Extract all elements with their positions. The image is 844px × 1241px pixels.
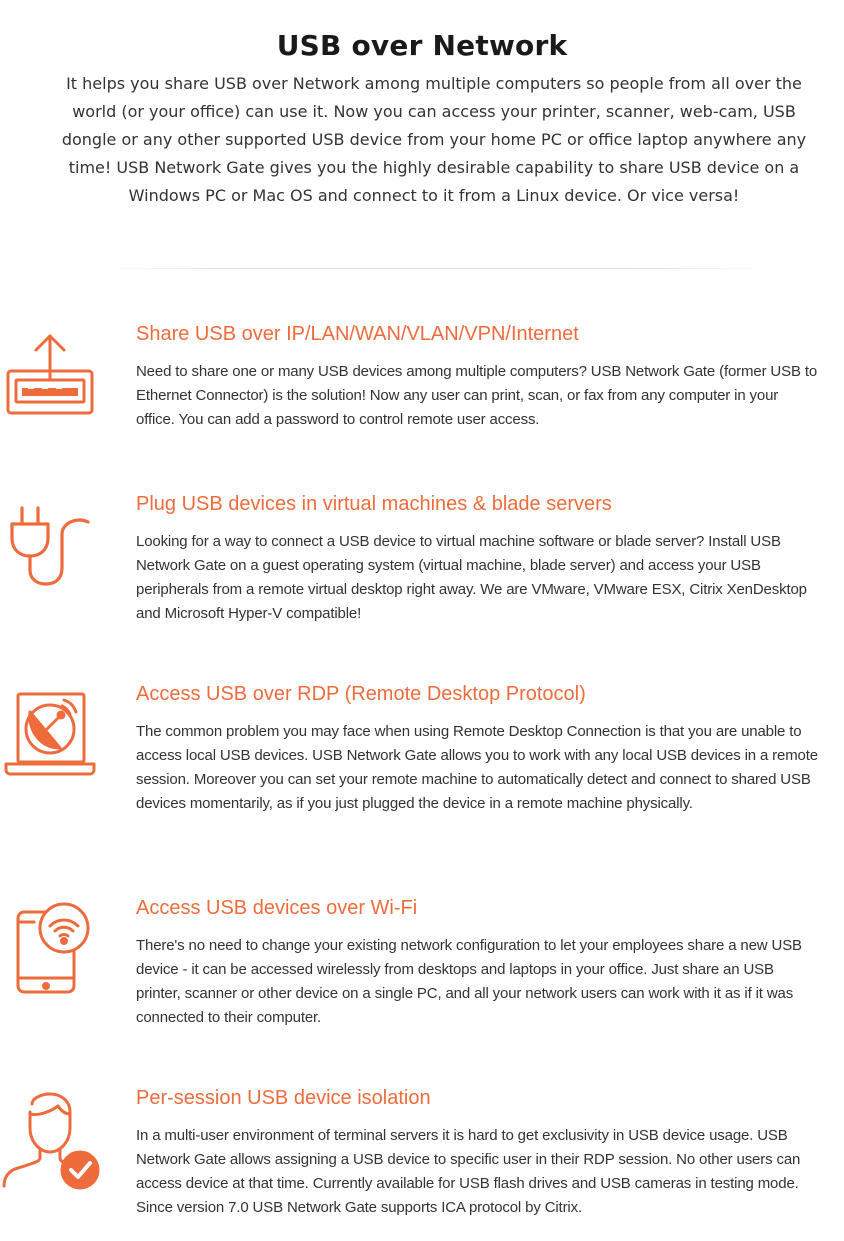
feature-description: The common problem you may face when using Remote Desktop Connection is that you are unable to access local USB devices. USB Network Gate allows you to work with any local USB devices in a remote session. Moreover you can set your remote machine to automatically detect and connect to shared USB devices momentarily, as if you just plugged the device in a remote machine physically. <box>136 723 818 812</box>
feature-title: Share USB over IP/LAN/WAN/VLAN/VPN/Internet <box>136 323 579 345</box>
feature-title: Access USB devices over Wi-Fi <box>136 897 418 919</box>
feature-title: Plug USB devices in virtual machines & blade servers <box>136 493 612 515</box>
feature-title: Access USB over RDP (Remote Desktop Protocol) <box>136 683 586 705</box>
power-plug-icon <box>0 500 100 600</box>
usb-port-upload-icon <box>0 330 100 430</box>
feature-description: Need to share one or many USB devices among multiple computers? USB Network Gate (former USB to Ethernet Connector) is the solution! Now any user can print, scan, or fax from any computer in your office. You can add a password to control remote user access. <box>136 363 818 428</box>
feature-description: In a multi-user environment of terminal servers it is hard to get exclusivity in USB device usage. USB Network Gate allows assigning a USB device to specific user in their RDP session. No other users can access device at that time. Currently available for USB flash drives and USB cameras in testing mode. Since version 7.0 USB Network Gate supports ICA protocol by Citrix. <box>136 1127 801 1216</box>
intro-text: It helps you share USB over Network among multiple computers so people from all over the world (or your office) can use it. Now you can access your printer, scanner, web-cam, USB dongle or any other supported USB device from your home PC or office laptop anywhere any time! USB Network Gate gives you the highly desirable capability to share USB device on a Windows PC or Mac OS and connect to it from a Linux device. Or vice versa! <box>61 74 807 205</box>
section-divider <box>104 268 768 269</box>
phone-wifi-icon <box>0 900 100 1000</box>
laptop-satellite-icon <box>0 684 100 784</box>
feature-description: There's no need to change your existing network configuration to let your employees share a new USB device - it can be accessed wirelessly from desktops and laptops in your office. Just share an USB printer, scanner or other device on a single PC, and all your network users can work with it as if it was connected to their computer. <box>136 937 802 1026</box>
page-title: USB over Network <box>276 28 568 62</box>
user-check-icon <box>0 1090 100 1190</box>
feature-title: Per-session USB device isolation <box>136 1087 431 1109</box>
feature-description: Looking for a way to connect a USB device to virtual machine software or blade server? Install USB Network Gate on a guest operating system (virtual machine, blade server) and access your USB peripherals from a remote virtual desktop right away. We are VMware, VMware ESX, Citrix XenDesktop and Microsoft Hyper-V compatible! <box>136 533 807 622</box>
